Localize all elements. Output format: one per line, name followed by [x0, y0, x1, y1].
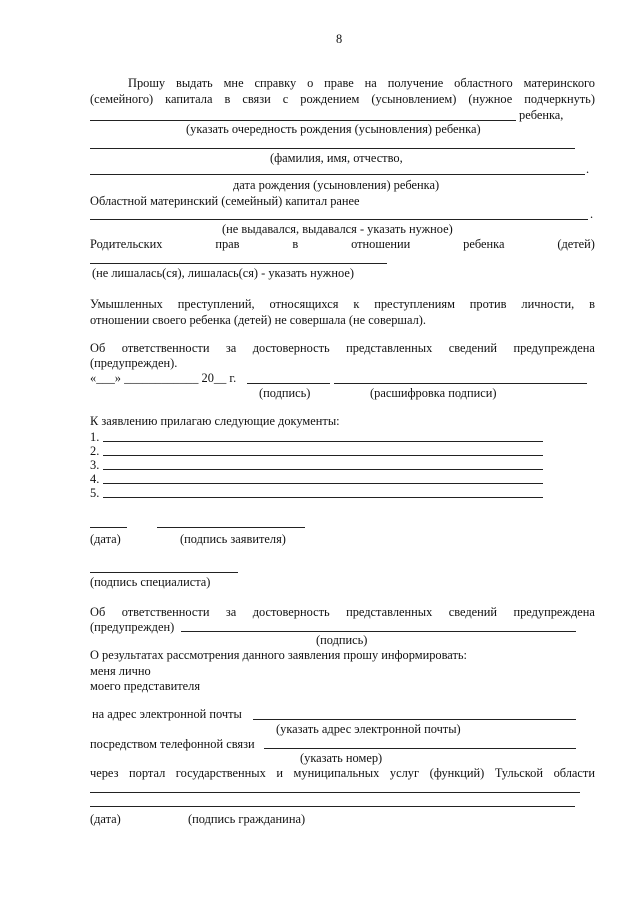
- word: с: [282, 92, 289, 106]
- period: .: [586, 162, 590, 176]
- responsibility2-signature-hint: (подпись): [316, 633, 368, 647]
- word: рождением: [300, 92, 360, 106]
- word: (усыновлением): [371, 92, 457, 106]
- word: материнского: [523, 76, 595, 90]
- applicant-signature-hint: (подпись заявителя): [180, 532, 286, 546]
- word: против: [469, 297, 507, 311]
- word: портал: [129, 766, 166, 780]
- date-template[interactable]: «___» ____________ 20__ г.: [90, 371, 237, 385]
- specialist-signature-hint: (подпись специалиста): [90, 575, 211, 589]
- word: Тульской: [494, 766, 544, 780]
- word: представленных: [346, 605, 433, 619]
- word: выдать: [175, 76, 213, 90]
- attachment-field[interactable]: [103, 455, 543, 456]
- word: сведений: [448, 605, 498, 619]
- word: капитала: [165, 92, 213, 106]
- email-hint: (указать адрес электронной почты): [276, 722, 461, 736]
- word: Об: [90, 605, 106, 619]
- word: получение: [387, 76, 444, 90]
- responsibility-line-1: [90, 341, 595, 355]
- responsibility2-line-2: (предупрежден): [90, 620, 175, 634]
- word: сведений: [448, 341, 498, 355]
- word: Родительских: [90, 237, 163, 251]
- word: личности,: [521, 297, 575, 311]
- word: ответственности: [121, 605, 210, 619]
- capital-field[interactable]: [90, 219, 588, 220]
- dob-hint: дата рождения (усыновления) ребенка): [233, 178, 440, 192]
- word: на: [364, 76, 377, 90]
- child-suffix: ребенка,: [519, 108, 564, 122]
- child-order-field[interactable]: [90, 120, 516, 121]
- email-label: на адрес электронной почты: [92, 707, 242, 721]
- signature-hint: (подпись): [259, 386, 311, 400]
- word: представленных: [346, 341, 433, 355]
- word: за: [225, 605, 237, 619]
- word: относящихся: [269, 297, 339, 311]
- word: в: [589, 297, 595, 311]
- responsibility-line-2: (предупрежден).: [90, 356, 178, 370]
- attachment-number: 1.: [90, 430, 100, 444]
- word: к: [353, 297, 360, 311]
- portal-field-1[interactable]: [90, 792, 580, 793]
- page-number: 8: [336, 32, 343, 46]
- capital-label: Областной материнский (семейный) капитал ранее: [90, 194, 360, 208]
- attachment-number: 2.: [90, 444, 100, 458]
- specialist-signature-field[interactable]: [90, 572, 238, 573]
- word: ответственности: [121, 341, 210, 355]
- final-date-hint: (дата): [90, 812, 121, 826]
- word: Об: [90, 341, 106, 355]
- word: Умышленных: [90, 297, 163, 311]
- child-fio-field[interactable]: [90, 148, 575, 149]
- crimes-line-1: [90, 297, 595, 311]
- word: отношении: [351, 237, 411, 251]
- parental-field[interactable]: [90, 263, 387, 264]
- word: преступлениям: [374, 297, 455, 311]
- word: достоверность: [252, 605, 330, 619]
- attachment-field[interactable]: [103, 497, 543, 498]
- word: (функций): [429, 766, 485, 780]
- word: услуг: [389, 766, 420, 780]
- portal-field-2[interactable]: [90, 806, 575, 807]
- word: справку: [254, 76, 297, 90]
- word: в: [292, 237, 299, 251]
- signature-field[interactable]: [247, 383, 330, 384]
- attachment-field[interactable]: [103, 469, 543, 470]
- word: в: [224, 92, 231, 106]
- portal-line: [90, 766, 595, 780]
- phone-hint: (указать номер): [300, 751, 383, 765]
- transcript-hint: (расшифровка подписи): [370, 386, 497, 400]
- parental-line: [90, 237, 595, 251]
- attachment-field[interactable]: [103, 441, 543, 442]
- intro-line-2: [90, 92, 595, 106]
- email-field[interactable]: [253, 719, 576, 720]
- inform-option-personal[interactable]: меня лично: [90, 664, 151, 678]
- word: ребенка: [463, 237, 505, 251]
- word: и: [276, 766, 283, 780]
- applicant-signature-field[interactable]: [157, 527, 305, 528]
- word: через: [90, 766, 119, 780]
- word: прав: [215, 237, 240, 251]
- applicant-date-hint: (дата): [90, 532, 121, 546]
- period: .: [590, 207, 594, 221]
- word: достоверность: [252, 341, 330, 355]
- word: связи: [242, 92, 271, 106]
- order-hint: (указать очередность рождения (усыновления) ребенка): [186, 122, 481, 136]
- attachments-label: К заявлению прилагаю следующие документы:: [90, 414, 340, 428]
- word: о: [307, 76, 314, 90]
- fio-hint: (фамилия, имя, отчество,: [270, 151, 403, 165]
- inform-option-representative[interactable]: моего представителя: [90, 679, 201, 693]
- inform-label: О результатах рассмотрения данного заявления прошу информировать:: [90, 648, 467, 662]
- responsibility2-signature-field[interactable]: [181, 631, 576, 632]
- word: праве: [324, 76, 354, 90]
- final-signature-hint: (подпись гражданина): [188, 812, 306, 826]
- parental-hint: (не лишалась(ся), лишалась(ся) - указать нужное): [92, 266, 354, 280]
- child-dob-field[interactable]: [90, 174, 585, 175]
- word: за: [225, 341, 237, 355]
- attachment-number: 5.: [90, 486, 100, 500]
- word: подчеркнуть): [524, 92, 595, 106]
- word: предупреждена: [513, 605, 595, 619]
- word: мне: [223, 76, 244, 90]
- attachment-number: 4.: [90, 472, 100, 486]
- word: области: [553, 766, 595, 780]
- attachment-field[interactable]: [103, 483, 543, 484]
- word: (семейного): [90, 92, 154, 106]
- crimes-line-2: отношении своего ребенка (детей) не совершала (не совершал).: [90, 313, 426, 327]
- word: предупреждена: [513, 341, 595, 355]
- phone-label: посредством телефонной связи: [90, 737, 255, 751]
- attachment-number: 3.: [90, 458, 100, 472]
- word: Прошу: [128, 76, 166, 90]
- transcript-field[interactable]: [334, 383, 587, 384]
- responsibility2-line-1: [90, 605, 595, 619]
- phone-field[interactable]: [264, 748, 576, 749]
- word: преступлений,: [177, 297, 255, 311]
- word: (детей): [557, 237, 595, 251]
- word: государственных: [175, 766, 266, 780]
- word: областного: [454, 76, 513, 90]
- capital-hint: (не выдавался, выдавался - указать нужное): [222, 222, 453, 236]
- intro-line-1: [90, 76, 595, 90]
- applicant-date-field[interactable]: [90, 527, 127, 528]
- word: муниципальных: [293, 766, 380, 780]
- word: (нужное: [468, 92, 513, 106]
